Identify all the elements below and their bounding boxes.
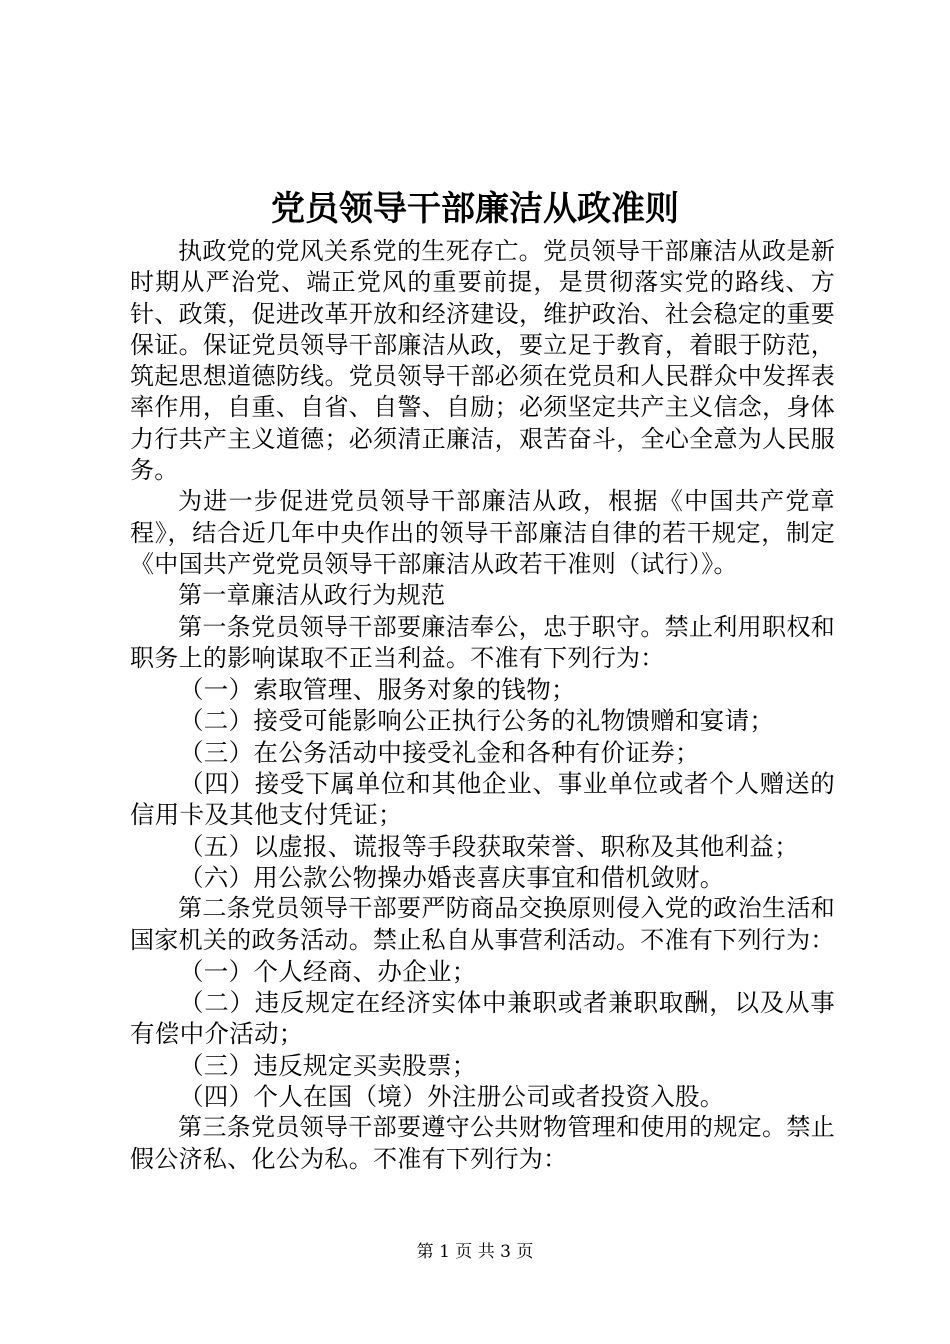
paragraph-preamble-1: 执政党的党风关系党的生死存亡。党员领导干部廉洁从政是新时期从严治党、端正党风的重要前提，是贯彻落实党的路线、方针、政策，促进改革开放和经济建设，维护政治、社会稳定的重要保证。保证党员领导干部廉洁从政，要立足于教育，着眼于防范，筑起思想道德防线。党员领导干部必须在党员和人民群众中发挥表率作用，自重、自省、自警、自励；必须坚定共产主义信念，身体力行共产主义道德；必须清正廉洁，艰苦奋斗，全心全意为人民服务。 xyxy=(130,237,835,485)
paragraph-preamble-2: 为进一步促进党员领导干部廉洁从政，根据《中国共产党章程》，结合近几年中央作出的领导干部廉洁自律的若干规定，制定《中国共产党党员领导干部廉洁从政若干准则（试行）》。 xyxy=(130,487,835,578)
chapter-heading: 第一章廉洁从政行为规范 xyxy=(178,581,446,610)
article-1-item-1: （一）索取管理、服务对象的钱物； xyxy=(179,675,576,705)
article-2-item-3: （三）违反规定买卖股票； xyxy=(179,1050,477,1080)
article-1-item-5: （五）以虚报、谎报等手段获取荣誉、职称及其他利益； xyxy=(179,831,799,861)
article-2-item-2: （二）违反规定在经济实体中兼职或者兼职取酬，以及从事有偿中介活动； xyxy=(130,988,835,1049)
article-1-item-4: （四）接受下属单位和其他企业、事业单位或者个人赠送的信用卡及其他支付凭证； xyxy=(130,769,835,830)
article-1-item-2: （二）接受可能影响公正执行公务的礼物馈赠和宴请； xyxy=(179,706,775,736)
document-body xyxy=(130,236,835,1175)
document-title: 党员领导干部廉洁从政准则 xyxy=(271,189,679,229)
article-1-item-6: （六）用公款公物操办婚丧喜庆事宜和借机敛财。 xyxy=(179,862,725,892)
article-3: 第三条党员领导干部要遵守公共财物管理和使用的规定。禁止假公济私、化公为私。不准有下列行为： xyxy=(130,1113,835,1173)
article-2: 第二条党员领导干部要严防商品交换原则侵入党的政治生活和国家机关的政务活动。禁止私自从事营利活动。不准有下列行为： xyxy=(130,894,835,954)
article-2-item-1: （一）个人经商、办企业； xyxy=(179,956,477,986)
article-1: 第一条党员领导干部要廉洁奉公，忠于职守。禁止利用职权和职务上的影响谋取不正当利益。不准有下列行为： xyxy=(130,612,835,672)
article-2-item-4: （四）个人在国（境）外注册公司或者投资入股。 xyxy=(179,1082,725,1112)
page-footer: 第 1 页 共 3 页 xyxy=(416,1242,534,1262)
article-1-item-3: （三）在公务活动中接受礼金和各种有价证券； xyxy=(179,737,700,767)
